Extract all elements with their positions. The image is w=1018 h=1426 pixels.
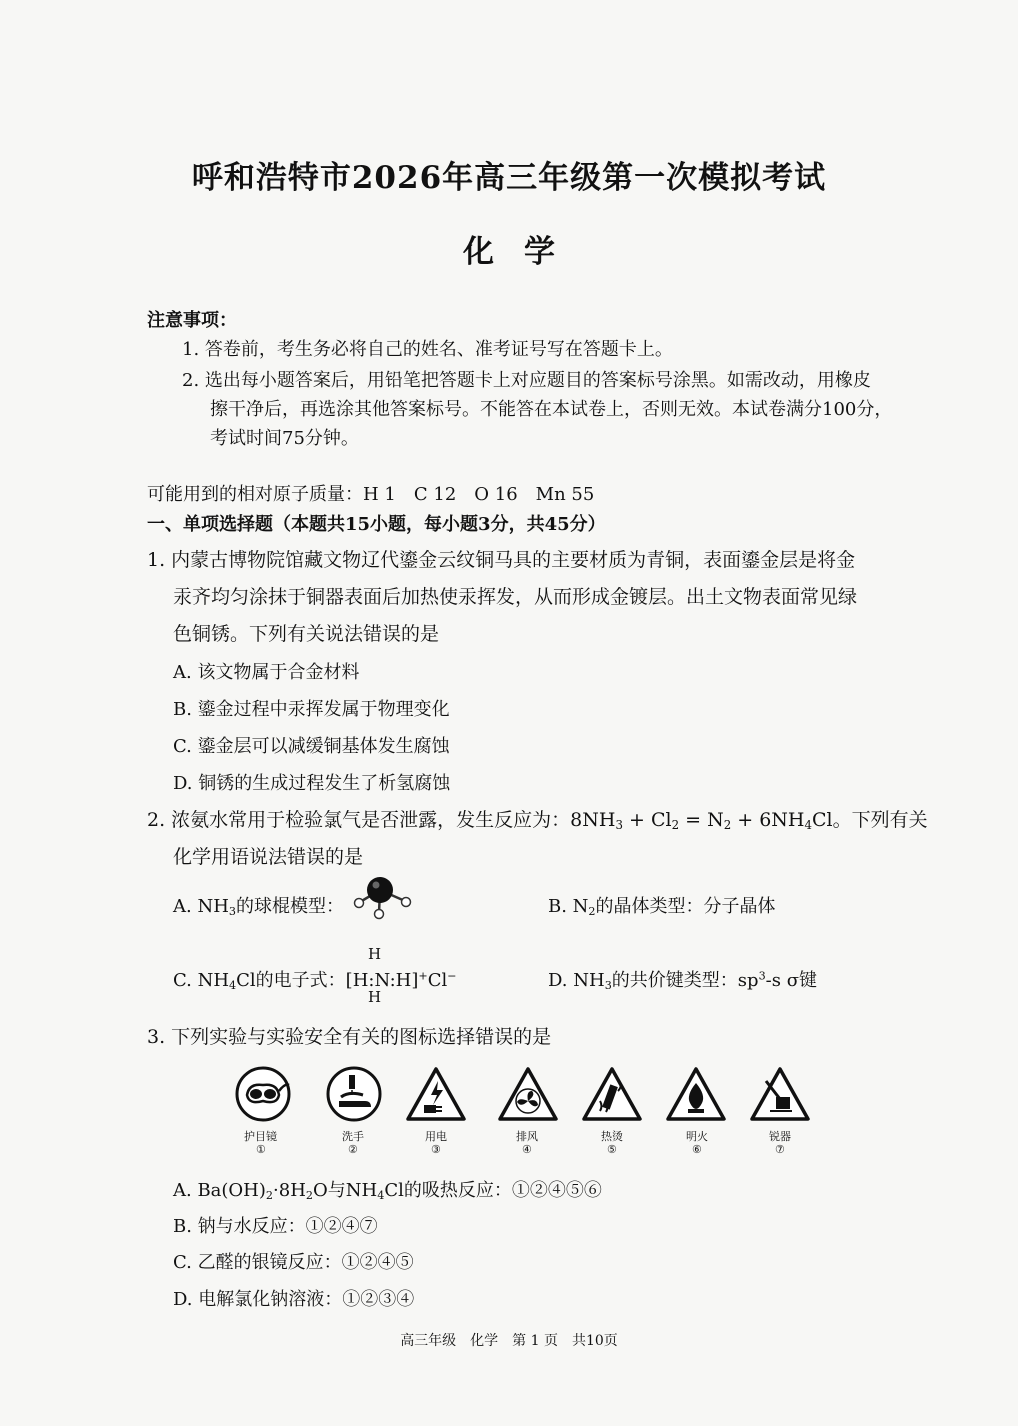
icon-label-6: 明火 (686, 1130, 708, 1143)
q2-option-d: D. $NH_3$的共价键类型：$sp^3-s$ σ键 (548, 969, 817, 992)
icon-num-4: ④ (522, 1143, 532, 1156)
open-flame-icon (664, 1065, 728, 1123)
icon-num-6: ⑥ (692, 1143, 702, 1156)
icon-num-5: ⑤ (607, 1143, 617, 1156)
q1-stem-line2: 汞齐均匀涂抹于铜器表面后加热使汞挥发，从而形成金镀层。出土文物表面常见绿 (173, 586, 858, 608)
icon-label-5: 热烫 (601, 1130, 623, 1143)
note-item-2-line3: 考试时间75分钟。 (210, 428, 359, 449)
goggles-icon (234, 1065, 292, 1123)
icon-label-7: 锐器 (769, 1130, 791, 1143)
ball-stick-model-icon (345, 872, 415, 920)
q3-option-d: D. 电解氯化钠溶液：①②③④ (173, 1289, 415, 1310)
icon-num-3: ③ (431, 1143, 441, 1156)
page-footer: 高三年级 化学 第 1 页 共10页 (400, 1333, 618, 1349)
q2-stem-line2: 化学用语说法错误的是 (173, 846, 364, 868)
subject-title: 化学 (463, 234, 585, 270)
q1-option-a: A. 该文物属于合金材料 (173, 662, 360, 683)
notes-heading: 注意事项： (147, 310, 237, 331)
icon-label-3: 用电 (425, 1130, 447, 1143)
q2-option-c: C. $NH_4Cl$的电子式：[H:N:H]+Cl− (173, 969, 457, 992)
q2-option-a: A. $NH_3$的球棍模型： (173, 896, 344, 918)
q2-option-b: B. $N_2$的晶体类型：分子晶体 (548, 896, 776, 918)
q1-stem-line1: 1. 内蒙古博物院馆藏文物辽代鎏金云纹铜马具的主要材质为青铜，表面鎏金层是将金 (147, 549, 856, 571)
note-item-1: 1. 答卷前，考生务必将自己的姓名、准考证号写在答题卡上。 (182, 339, 673, 360)
exam-title: 呼和浩特市2026年高三年级第一次模拟考试 (191, 160, 827, 196)
q2-stem-line1: 2. 浓氨水常用于检验氯气是否泄露，发生反应为：$8NH_3 + Cl_2 = N_2 + 6NH_4Cl$。下列有关 (147, 809, 928, 832)
q3-option-a: A. $Ba(OH)_2\cdot 8H_2O$与$NH_4Cl$的吸热反应：①②④⑤⑥ (173, 1180, 602, 1202)
q1-option-c: C. 鎏金层可以减缓铜基体发生腐蚀 (173, 736, 450, 757)
icon-num-1: ① (256, 1143, 266, 1156)
electron-formula: [H:N:H]+Cl− (345, 969, 457, 991)
q3-option-b: B. 钠与水反应：①②④⑦ (173, 1216, 378, 1237)
note-item-2-line2: 擦干净后，再选涂其他答案标号。不能答在本试卷上，否则无效。本试卷满分100分， (210, 399, 893, 420)
sharp-object-icon (748, 1065, 812, 1123)
hand-wash-icon (325, 1065, 383, 1123)
icon-label-4: 排风 (516, 1130, 538, 1143)
electricity-icon (404, 1065, 468, 1123)
electron-formula-h-bottom: H (368, 988, 382, 1006)
icon-num-7: ⑦ (775, 1143, 785, 1156)
q1-stem-line3: 色铜锈。下列有关说法错误的是 (173, 623, 440, 645)
hot-surface-icon (580, 1065, 644, 1123)
section-heading: 一、单项选择题（本题共15小题，每小题3分，共45分） (147, 514, 606, 535)
electron-formula-h-top: H (368, 945, 382, 963)
note-item-2-line1: 2. 选出每小题答案后，用铅笔把答题卡上对应题目的答案标号涂黑。如需改动，用橡皮 (182, 370, 871, 391)
icon-label-2: 洗手 (342, 1130, 364, 1143)
q1-option-b: B. 鎏金过程中汞挥发属于物理变化 (173, 699, 450, 720)
q3-option-c: C. 乙醛的银镜反应：①②④⑤ (173, 1252, 414, 1273)
ventilation-icon (496, 1065, 560, 1123)
q1-option-d: D. 铜锈的生成过程发生了析氢腐蚀 (173, 773, 451, 794)
q3-stem: 3. 下列实验与实验安全有关的图标选择错误的是 (147, 1026, 552, 1048)
icon-num-2: ② (348, 1143, 358, 1156)
atomic-masses: 可能用到的相对原子质量：H 1 C 12 O 16 Mn 55 (147, 484, 595, 505)
icon-label-1: 护目镜 (244, 1130, 277, 1143)
